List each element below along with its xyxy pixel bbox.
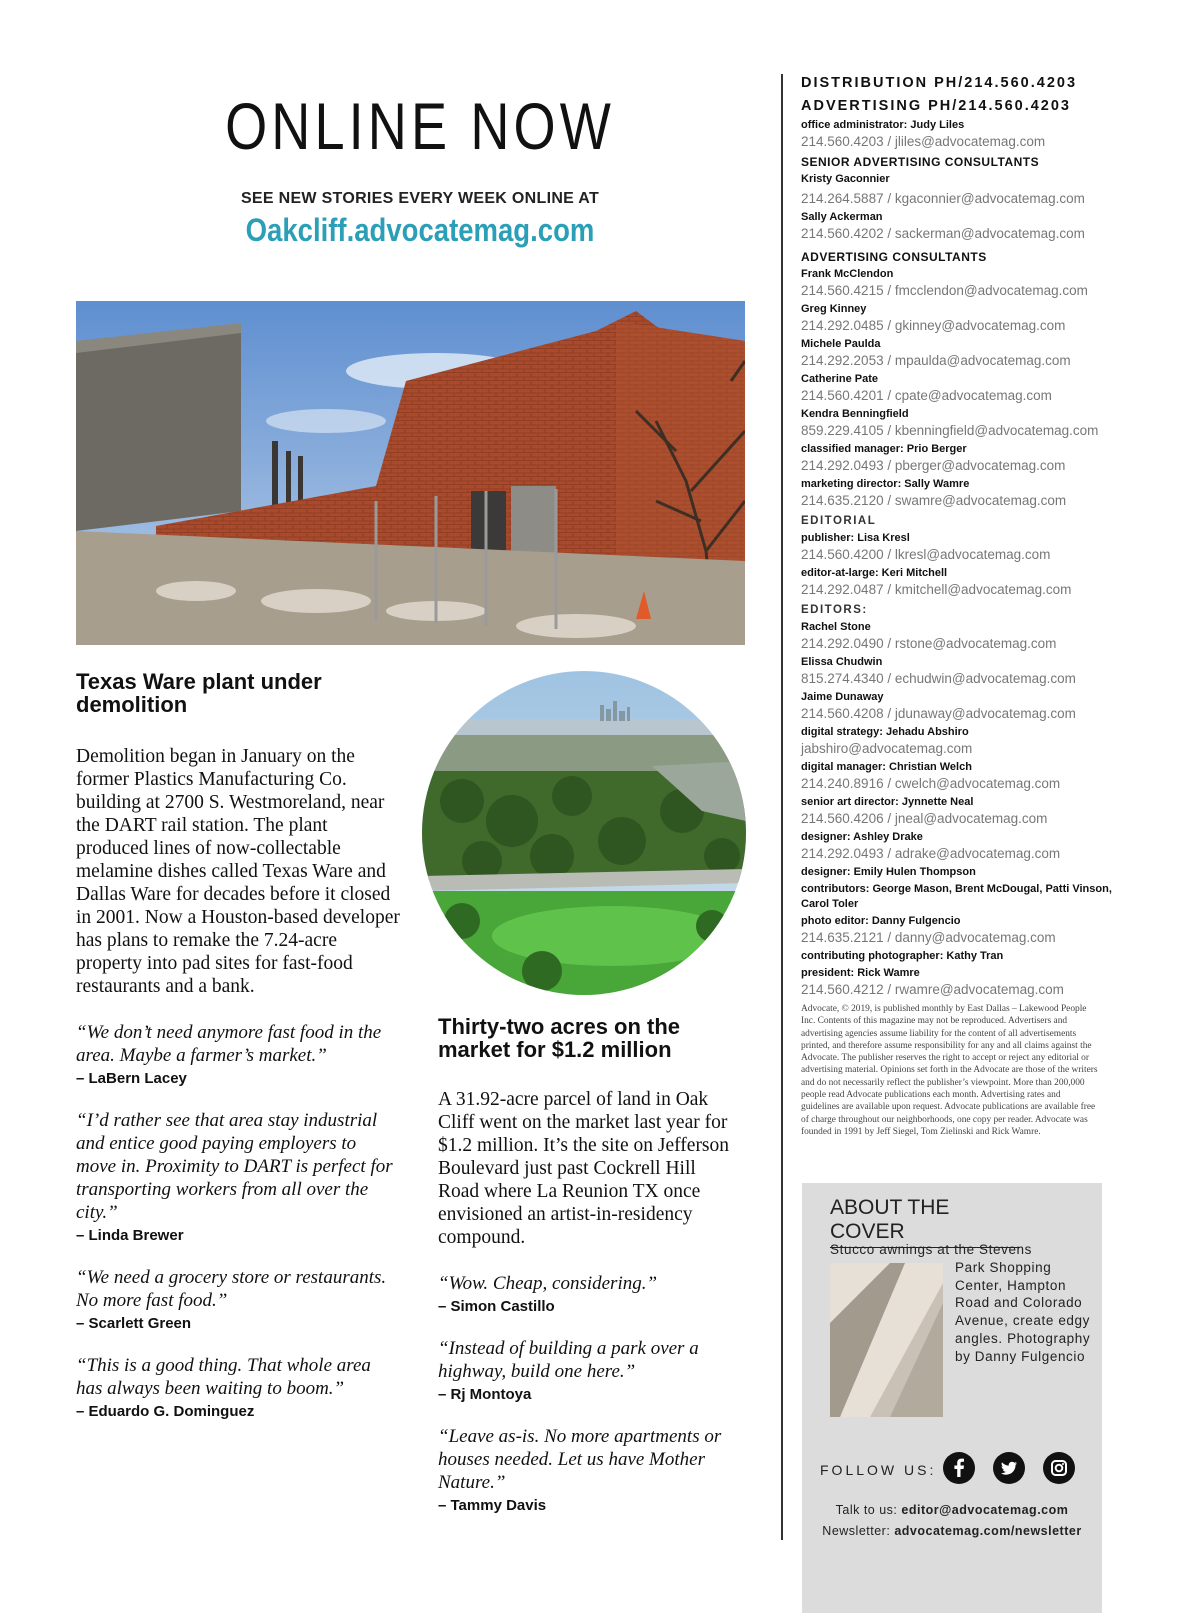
- staff-name: marketing director: Sally Wamre: [801, 478, 970, 490]
- staff-name: Kendra Benningfield: [801, 408, 909, 420]
- staff-name: Rachel Stone: [801, 621, 871, 633]
- reader-quote: [76, 1021, 401, 1087]
- staff-name: Frank McClendon: [801, 268, 894, 280]
- reader-quote: [76, 1266, 401, 1332]
- staff-contact: 214.560.4202 / sackerman@advocatemag.com: [801, 226, 1085, 241]
- newsletter-link[interactable]: advocatemag.com/newsletter: [894, 1524, 1082, 1538]
- admin-contact: 214.560.4203 / jliles@advocatemag.com: [801, 134, 1046, 149]
- reader-quote: [438, 1272, 738, 1315]
- staff-name: Sally Ackerman: [801, 211, 883, 223]
- quote-text: “Wow. Cheap, considering.”: [438, 1273, 658, 1294]
- newsletter-label: Newsletter:: [822, 1524, 891, 1538]
- staff-name: Kristy Gaconnier: [801, 173, 890, 185]
- article-body: A 31.92-acre parcel of land in Oak Cliff went on the market last year for $1.2 million. It’s the site on Jefferson Boulevard just past Cockrell Hill Road where La Reunion TX once envisioned an artist-in-residency compound.: [438, 1089, 730, 1248]
- contact-info: [802, 1500, 1102, 1542]
- follow-us-label: FOLLOW US:: [820, 1462, 937, 1478]
- quote-author: – Simon Castillo: [438, 1298, 555, 1315]
- staff-name: publisher: Lisa Kresl: [801, 532, 910, 544]
- article-headline-demolition: Texas Ware plant under demolition: [76, 669, 322, 717]
- legal-notice: Advocate, © 2019, is published monthly by East Dallas – Lakewood People Inc. Contents of this magazine may not be reproduced. Advertisers and advertising agencies assume liability for the content of all advertisements printed, and therefore assume responsibility for any and all claims against the Advocate. The publisher reserves the right to accept or reject any editorial or advertising material. Opinions set forth in the Advocate are those of the writers and do not necessarily reflect the publisher’s viewpoint. More than 200,000 people read Advocate publications each month. Advertising rates and guidelines are available upon request. Advocate publications are available free of charge throughout our neighborhoods, one copy per reader. Advocate was founded in 1991 by Jeff Siegel, Tom Zielinski and Rick Wamre.: [801, 1004, 1098, 1137]
- demolition-photo: [76, 301, 745, 645]
- talk-line: [802, 1500, 1102, 1521]
- instagram-icon[interactable]: [1043, 1452, 1075, 1484]
- article-headline-acres: Thirty-two acres on the market for $1.2 million: [438, 1014, 681, 1062]
- staff-contact: 214.560.4215 / fmcclendon@advocatemag.com: [801, 283, 1088, 298]
- reader-quote: [76, 1354, 401, 1420]
- staff-name: Greg Kinney: [801, 303, 867, 315]
- quote-author: – Tammy Davis: [438, 1497, 547, 1514]
- staff-contact: 214.635.2120 / swamre@advocatemag.com: [801, 493, 1067, 508]
- staff-name: Michele Paulda: [801, 338, 881, 350]
- quote-text: “We don’t need anymore fast food in the area. Maybe a farmer’s market.”: [76, 1022, 382, 1066]
- editor-email-link[interactable]: editor@advocatemag.com: [901, 1503, 1069, 1517]
- staff-name: digital manager: Christian Welch: [801, 761, 972, 773]
- talk-label: Talk to us:: [835, 1503, 898, 1517]
- editorial-heading: EDITORIAL: [801, 515, 877, 527]
- reader-quote: [76, 1109, 401, 1244]
- newsletter-line: [802, 1521, 1102, 1542]
- staff-name: classified manager: Prio Berger: [801, 443, 967, 455]
- quote-text: “Instead of building a park over a highway, build one here.”: [438, 1338, 699, 1382]
- aerial-land-photo: [422, 671, 746, 995]
- cover-description: [830, 1241, 1100, 1417]
- consultants-heading: ADVERTISING CONSULTANTS: [801, 250, 987, 264]
- staff-name: digital strategy: Jehadu Abshiro: [801, 726, 969, 738]
- quote-text: “This is a good thing. That whole area has always been waiting to boom.”: [76, 1355, 371, 1399]
- staff-contact: 214.560.4212 / rwamre@advocatemag.com: [801, 982, 1064, 997]
- quote-author: – Linda Brewer: [76, 1227, 184, 1244]
- staff-contact: jabshiro@advocatemag.com: [801, 741, 973, 756]
- staff-name: Elissa Chudwin: [801, 656, 883, 668]
- quote-author: – LaBern Lacey: [76, 1070, 187, 1087]
- admin-label: office administrator: Judy Liles: [801, 119, 965, 131]
- twitter-icon[interactable]: [993, 1452, 1025, 1484]
- staff-contact: 214.292.0493 / adrake@advocatemag.com: [801, 846, 1061, 861]
- staff-contact: 815.274.4340 / echudwin@advocatemag.com: [801, 671, 1076, 686]
- staff-name: photo editor: Danny Fulgencio: [801, 915, 961, 927]
- staff-contact: 214.292.2053 / mpaulda@advocatemag.com: [801, 353, 1071, 368]
- distribution-phone: DISTRIBUTION PH/214.560.4203: [801, 75, 1078, 91]
- staff-contact: 214.635.2121 / danny@advocatemag.com: [801, 930, 1056, 945]
- staff-name: president: Rick Wamre: [801, 967, 920, 979]
- cover-title: ABOUT THE COVER: [830, 1196, 1020, 1248]
- quote-author: – Scarlett Green: [76, 1315, 192, 1332]
- editors-heading: EDITORS:: [801, 604, 868, 616]
- quote-author: – Rj Montoya: [438, 1386, 532, 1403]
- staff-contact: 214.292.0485 / gkinney@advocatemag.com: [801, 318, 1066, 333]
- quote-text: “We need a grocery store or restaurants. No more fast food.”: [76, 1267, 387, 1311]
- staff-name: senior art director: Jynnette Neal: [801, 796, 974, 808]
- article-body: Demolition began in January on the former Plastics Manufacturing Co. building at 2700 S. Westmoreland, near the DART rail station. The plant produced lines of now-collectable melamine dishes called Texas Ware and Dallas Ware for decades before it closed in 2001. Now a Houston-based developer has plans to remake the 7.24-acre property into pad sites for fast-food restaurants and a bank.: [76, 746, 400, 997]
- contributors: contributors: George Mason, Brent McDougal, Patti Vinson, Carol Toler: [801, 883, 1112, 910]
- staff-contact: 214.264.5887 / kgaconnier@advocatemag.com: [801, 191, 1085, 206]
- senior-heading: SENIOR ADVERTISING CONSULTANTS: [801, 155, 1040, 169]
- staff-name: designer: Ashley Drake: [801, 831, 923, 843]
- staff-contact: 214.292.0493 / pberger@advocatemag.com: [801, 458, 1066, 473]
- reader-quote: [438, 1337, 738, 1403]
- staff-contact: 214.292.0490 / rstone@advocatemag.com: [801, 636, 1057, 651]
- staff-name: Catherine Pate: [801, 373, 879, 385]
- cover-thumbnail: [830, 1263, 943, 1417]
- online-subtitle: SEE NEW STORIES EVERY WEEK ONLINE AT: [240, 190, 600, 207]
- reader-quote: [438, 1425, 738, 1514]
- masthead: [801, 72, 1131, 1138]
- staff-contact: 859.229.4105 / kbenningfield@advocatemag.com: [801, 423, 1099, 438]
- cover-caption: Park Shopping Center, Hampton Road and Colorado Avenue, create edgy angles. Photography by Danny Fulgencio: [955, 1259, 1091, 1364]
- article-acres: [438, 1088, 738, 1514]
- staff-contact: 214.292.0487 / kmitchell@advocatemag.com: [801, 582, 1072, 597]
- cover-caption-first-line: Stucco awnings at the Stevens: [830, 1242, 1033, 1257]
- staff-contact: 214.560.4200 / lkresl@advocatemag.com: [801, 547, 1051, 562]
- quote-author: – Eduardo G. Dominguez: [76, 1403, 255, 1420]
- staff-contact: 214.240.8916 / cwelch@advocatemag.com: [801, 776, 1061, 791]
- staff-name: designer: Emily Hulen Thompson: [801, 866, 976, 878]
- staff-name: editor-at-large: Keri Mitchell: [801, 567, 948, 579]
- staff-contact: 214.560.4201 / cpate@advocatemag.com: [801, 388, 1052, 403]
- staff-name: Jaime Dunaway: [801, 691, 884, 703]
- column-divider: [781, 74, 783, 1540]
- quote-text: “I’d rather see that area stay industrial and entice good paying employers to move in. Proximity to DART is perfect for transporting workers from all over the city.”: [76, 1110, 393, 1223]
- article-demolition: [76, 745, 401, 1420]
- staff-contact: 214.560.4208 / jdunaway@advocatemag.com: [801, 706, 1076, 721]
- quote-text: “Leave as-is. No more apartments or houses needed. Let us have Mother Nature.”: [438, 1426, 722, 1493]
- advertising-phone: ADVERTISING PH/214.560.4203: [801, 98, 1071, 114]
- staff-name: contributing photographer: Kathy Tran: [801, 950, 1004, 962]
- page-title: ONLINE NOW: [225, 89, 615, 163]
- facebook-icon[interactable]: [943, 1452, 975, 1484]
- website-link[interactable]: Oakcliff.advocatemag.com: [245, 212, 595, 248]
- staff-contact: 214.560.4206 / jneal@advocatemag.com: [801, 811, 1048, 826]
